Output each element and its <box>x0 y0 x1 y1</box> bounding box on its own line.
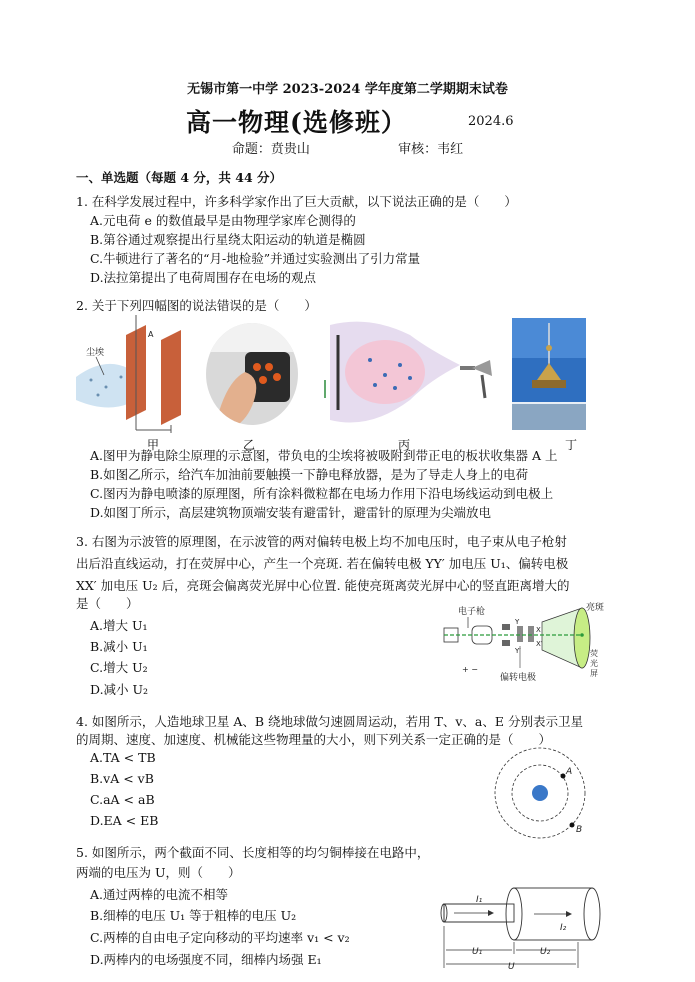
q1-option-a: A.元电荷 e 的数值最早是由物理学家库仑测得的 <box>90 213 356 228</box>
y-label: Y <box>515 618 520 626</box>
q3-stem-line-4: 是（ ） <box>76 596 139 611</box>
q3-stem-line-3: XX′ 加电压 U₂ 后，亮斑会偏离荧光屏中心位置. 能使亮斑离荧光屏中心的竖直距离增大的 <box>76 578 570 593</box>
figure-label-bing: 丙 <box>398 438 411 452</box>
satellite-b-label: B <box>576 825 583 835</box>
u1-label: U₁ <box>472 947 483 957</box>
figure-yi-discharger <box>205 322 300 427</box>
q2-option-a: A.图甲为静电除尘原理的示意图，带负电的尘埃将被吸附到带正电的板状收集器 A 上 <box>90 448 558 463</box>
q2-option-d: D.如图丁所示，高层建筑物顶端安装有避雷针，避雷针的原理为尖端放电 <box>90 505 492 520</box>
earth <box>532 785 548 801</box>
q4-option-d: D.EA < EB <box>90 813 159 828</box>
plus-minus-label: + − <box>462 665 478 674</box>
figure-ding-lightning-rod <box>512 318 586 430</box>
q3-option-d: D.减小 U₂ <box>90 682 149 697</box>
plate-a-label: A <box>148 330 154 339</box>
gun-label: 电子枪 <box>458 607 486 617</box>
y-prime-label: Y′ <box>515 647 521 655</box>
figure-label-yi: 乙 <box>243 438 256 452</box>
q1-option-d: D.法拉第提出了电荷周围存在电场的观点 <box>90 270 317 285</box>
u-label: U <box>508 962 515 972</box>
exam-date: 2024.6 <box>468 114 514 129</box>
q4-stem-line-2: 的周期、速度、加速度、机械能这些物理量的大小，则下列关系一定正确的是（ ） <box>76 732 552 747</box>
figure-jia-precipitator <box>76 315 196 435</box>
q1-stem: 1. 在科学发展过程中，许多科学家作出了巨大贡献，以下说法正确的是（ ） <box>76 194 517 209</box>
q5-stem-line-2: 两端的电压为 U，则（ ） <box>76 865 241 880</box>
figure-oscilloscope-tube <box>432 600 612 688</box>
x-label: X <box>536 626 541 634</box>
u2-label: U₂ <box>540 947 551 957</box>
q3-option-c: C.增大 U₂ <box>90 660 148 675</box>
i2-label: I₂ <box>560 923 567 933</box>
screen-label-2: 光 <box>590 659 598 668</box>
spot-label: 亮斑 <box>586 603 605 613</box>
q3-option-a: A.增大 U₁ <box>90 618 148 633</box>
q5-option-c: C.两棒的自由电子定向移动的平均速率 v₁ < v₂ <box>90 930 350 945</box>
figure-bing-spray-painting <box>310 320 500 430</box>
q5-option-a: A.通过两棒的电流不相等 <box>90 887 229 902</box>
q2-option-b: B.如图乙所示，给汽车加油前要触摸一下静电释放器，是为了导走人身上的电荷 <box>90 467 529 482</box>
electrode-label: 偏转电极 <box>500 673 537 683</box>
x-prime-label: X′ <box>536 640 543 648</box>
screen-label-1: 荧 <box>590 649 598 658</box>
q3-stem-line-2: 出后沿直线运动，打在荧屏中心，产生一个亮斑. 若在偏转电极 YY′ 加电压 U₁、偏转电极 <box>76 556 569 571</box>
satellite-a-label: A <box>566 767 573 777</box>
figure-label-jia: 甲 <box>147 438 160 452</box>
q2-option-c: C.图丙为静电喷漆的原理图，所有涂料微粒都在电场力作用下沿电场线运动到电极上 <box>90 486 554 501</box>
screen-label-3: 屏 <box>590 669 598 678</box>
author: 命题：贲贵山 <box>231 142 310 157</box>
q5-option-b: B.细棒的电压 U₁ 等于粗棒的电压 U₂ <box>90 908 297 923</box>
q4-option-c: C.aA < aB <box>90 792 155 807</box>
q4-stem-line-1: 4. 如图所示，人造地球卫星 A、B 绕地球做匀速圆周运动，若用 T、v、a、E 分别表示卫星 <box>76 714 583 729</box>
reviewer: 审核：韦红 <box>398 142 464 157</box>
q4-option-b: B.vA < vB <box>90 771 154 786</box>
dust-label: 尘埃 <box>86 348 105 358</box>
authors-line <box>0 138 695 157</box>
section-title: 一、单选题（每题 4 分，共 44 分） <box>76 170 283 185</box>
q5-option-d: D.两棒内的电场强度不同，细棒内场强 E₁ <box>90 952 322 967</box>
figure-satellite-orbits <box>490 740 590 840</box>
q5-stem-line-1: 5. 如图所示，两个截面不同、长度相等的均匀铜棒接在电路中， <box>76 845 430 860</box>
subject-title: 高一物理(选修班） <box>186 108 407 137</box>
school-title: 无锡市第一中学 2023-2024 学年度第二学期期末试卷 <box>187 82 508 97</box>
q1-option-b: B.第谷通过观察提出行星绕太阳运动的轨道是椭圆 <box>90 232 366 247</box>
i1-label: I₁ <box>476 895 483 905</box>
q3-option-b: B.减小 U₁ <box>90 639 148 654</box>
satellite-a <box>561 774 566 779</box>
figure-label-ding: 丁 <box>565 438 578 452</box>
q4-option-a: A.TA < TB <box>90 750 156 765</box>
q3-stem-line-1: 3. 右图为示波管的原理图，在示波管的两对偏转电极上均不加电压时，电子束从电子枪射 <box>76 534 567 549</box>
satellite-b <box>570 823 575 828</box>
q2-stem: 2. 关于下列四幅图的说法错误的是（ ） <box>76 298 317 313</box>
q1-option-c: C.牛顿进行了著名的“月-地检验”并通过实验测出了引力常量 <box>90 251 421 266</box>
figure-copper-rods <box>438 880 608 972</box>
